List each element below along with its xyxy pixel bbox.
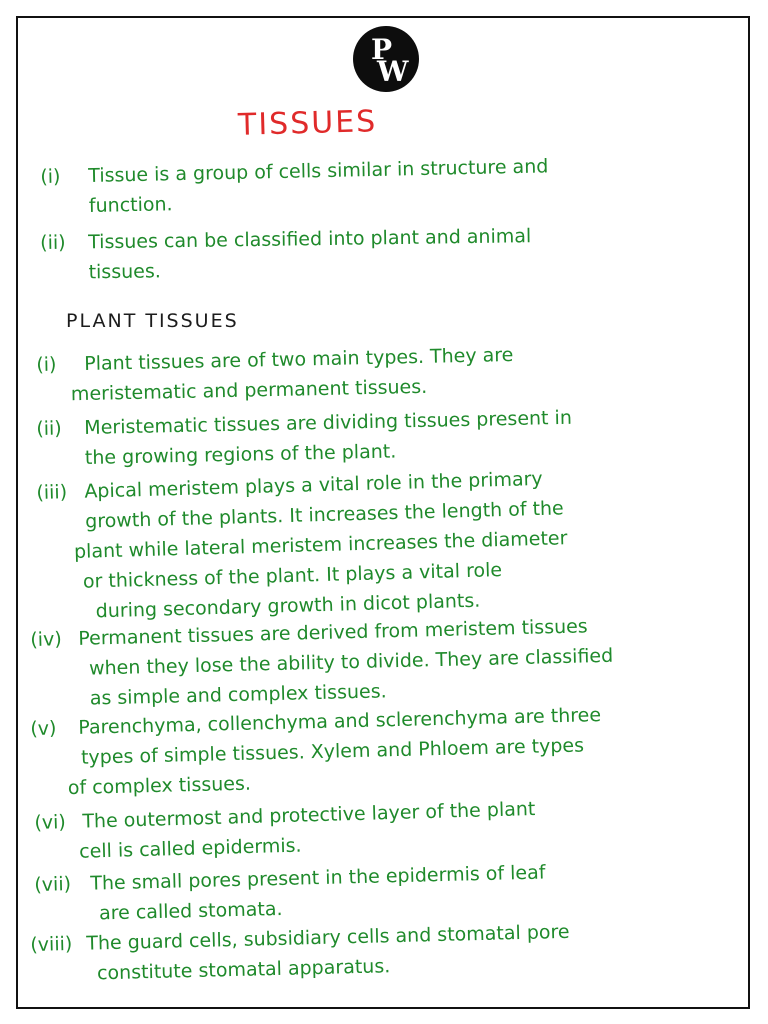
point-marker: (iv)	[30, 628, 62, 651]
point-marker: (i)	[36, 353, 57, 376]
point-text-line: The outermost and protective layer of the plant	[82, 798, 536, 833]
point-text-line: the growing regions of the plant.	[84, 440, 397, 469]
point-text-line: cell is called epidermis.	[78, 834, 302, 863]
point-marker: (ii)	[40, 231, 66, 254]
logo-letter-w: W	[377, 55, 409, 88]
plant-point-4	[30, 611, 614, 715]
intro-point-1	[40, 151, 549, 222]
plant-point-3	[36, 463, 569, 628]
point-text-line: or thickness of the plant. It plays a vital role	[82, 559, 503, 593]
point-text-line: are called stomata.	[98, 897, 283, 925]
point-text-line: tissues.	[88, 260, 161, 284]
point-marker: (vii)	[34, 873, 72, 896]
point-text-line: Parenchyma, collenchyma and sclerenchyma are three	[78, 704, 602, 739]
point-text-line: as simple and complex tissues.	[89, 680, 387, 710]
point-text-line: of complex tissues.	[67, 772, 252, 800]
plant-point-1	[36, 340, 514, 410]
point-text-line: function.	[88, 193, 173, 217]
page-title: TISSUES	[237, 104, 378, 143]
point-text-line: Apical meristem plays a vital role in the primary	[84, 467, 543, 503]
point-marker: (iii)	[36, 481, 68, 504]
intro-point-2	[40, 221, 532, 288]
point-text-line: plant while lateral meristem increases the diameter	[73, 527, 568, 563]
plant-point-2	[36, 403, 573, 474]
point-text-line: constitute stomatal apparatus.	[96, 955, 391, 985]
point-marker: (ii)	[36, 417, 62, 440]
point-text-line: meristematic and permanent tissues.	[70, 375, 428, 406]
point-text-line: Permanent tissues are derived from meristem tissues	[78, 615, 588, 650]
point-marker: (v)	[30, 717, 57, 740]
point-text-line: types of simple tissues. Xylem and Phloem are types	[80, 734, 585, 769]
point-text-line: Meristematic tissues are dividing tissues present in	[84, 406, 573, 439]
point-text-line: growth of the plants. It increases the length of the	[84, 497, 565, 533]
pw-logo	[353, 26, 419, 92]
point-text-line: Tissue is a group of cells similar in structure and	[88, 155, 549, 187]
point-marker: (i)	[40, 165, 61, 188]
point-text-line: Plant tissues are of two main types. They are	[84, 344, 514, 375]
point-marker: (vi)	[34, 811, 67, 834]
point-text-line: when they lose the ability to divide. They are classified	[88, 644, 614, 680]
logo-letter-p: P	[371, 33, 393, 66]
plant-point-5	[30, 700, 603, 804]
point-text-line: The guard cells, subsidiary cells and stomatal pore	[86, 920, 570, 955]
point-marker: (viii)	[30, 932, 73, 956]
point-text-line: during secondary growth in dicot plants.	[95, 589, 481, 623]
section-heading: PLANT TISSUES	[66, 310, 239, 332]
point-text-line: Tissues can be classified into plant and animal	[88, 225, 532, 254]
point-text-line: The small pores present in the epidermis of leaf	[90, 861, 546, 895]
